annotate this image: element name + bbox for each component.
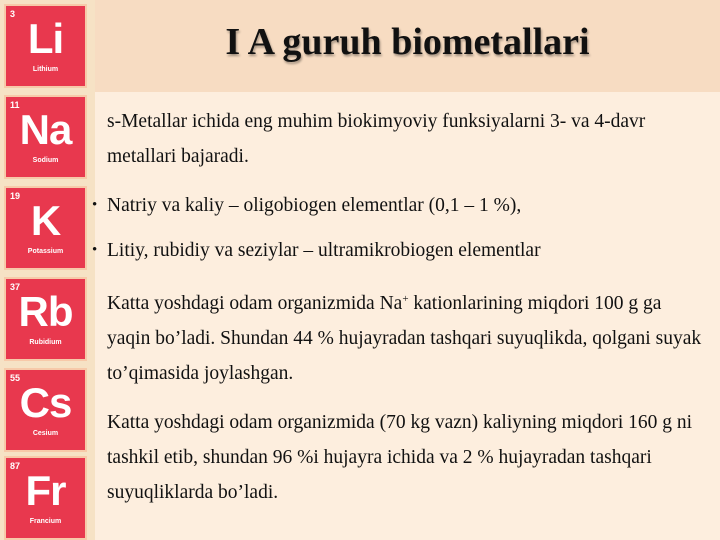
element-sidebar	[0, 0, 95, 540]
element-name: Lithium	[32, 66, 59, 73]
element-name: Potassium	[27, 248, 64, 255]
element-symbol: Rb	[18, 288, 73, 335]
paragraph-intro: s-Metallar ichida eng muhim biokimyoviy funksiyalarni 3- va 4-davr metallari bajaradi.	[107, 111, 646, 167]
element-symbol: K	[30, 197, 61, 244]
element-symbol: Cs	[19, 379, 72, 426]
atomic-number: 87	[10, 461, 21, 471]
element-tile-k	[4, 186, 87, 270]
element-symbol: Fr	[25, 467, 66, 514]
element-name: Francium	[29, 518, 62, 525]
slide-title: I A guruh biometallari	[225, 21, 590, 63]
slide-content	[88, 104, 708, 524]
sodium-text-end: kationlarining miqdori 100 g ga yaqin bo’ladi. Shundan 44 % hujayradan tashqari suyuqlikda, qolgani suyak to’qimasida joylashgan.	[107, 293, 702, 384]
sodium-text-start: Katta yoshdagi odam organizmida Na	[107, 293, 403, 314]
atomic-number: 55	[10, 373, 21, 383]
element-tile-rb	[4, 277, 87, 361]
bullet-ultramikrobiogen: • Litiy, rubidiy va seziylar – ultramikrobiogen elementlar	[88, 233, 708, 268]
element-tile-fr	[4, 456, 87, 540]
bullet-oligobiogen: • Natriy va kaliy – oligobiogen elementlar (0,1 – 1 %),	[88, 188, 708, 223]
charge-superscript: +	[402, 293, 409, 305]
element-tile-na	[4, 95, 87, 179]
atomic-number: 11	[10, 100, 20, 110]
element-name: Cesium	[32, 430, 59, 437]
element-symbol: Li	[27, 15, 64, 62]
paragraph-sodium	[88, 282, 708, 391]
atomic-number: 3	[10, 9, 16, 19]
element-name: Sodium	[32, 157, 59, 164]
paragraph-potassium: Katta yoshdagi odam organizmida (70 kg vazn) kaliyning miqdori 160 g ni tashkil etib, shundan 96 %i hujayra ichida va 2 % hujayradan tashqari suyuqliklarda bo’ladi.	[107, 412, 693, 503]
element-tile-li	[4, 4, 87, 88]
atomic-number: 19	[10, 191, 21, 201]
element-tile-cs	[4, 368, 87, 452]
atomic-number: 37	[10, 282, 21, 292]
element-name: Rubidium	[29, 339, 62, 346]
element-symbol: Na	[19, 106, 72, 153]
